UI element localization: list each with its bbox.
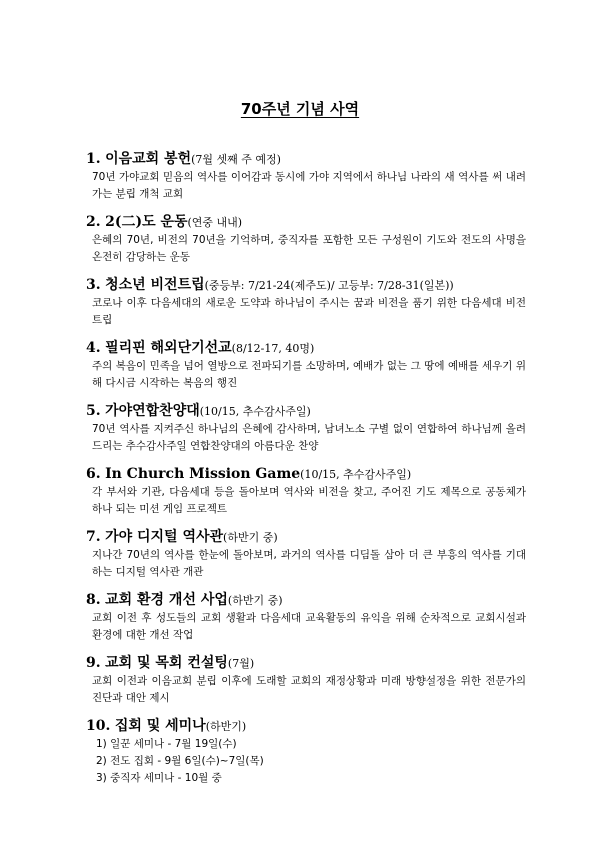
ministry-item: [86, 591, 526, 644]
item-description: 코로나 이후 다음세대의 새로운 도약과 하나님이 주시는 꿈과 비전을 품기 위한 다음세대 비전트립: [92, 297, 526, 326]
item-heading: 3. 청소년 비전트립(중등부: 7/21-24(제주도)/ 고등부: 7/28-31(일본)): [86, 277, 454, 293]
item-description: 은혜의 70년, 비전의 70년을 기억하며, 중직자를 포함한 모든 구성원이 기도와 전도의 사명을 온전히 감당하는 운동: [92, 234, 526, 263]
ministry-item: [86, 276, 526, 329]
item-description: 각 부서와 기관, 다음세대 등을 돌아보며 역사와 비전을 찾고, 주어진 기도 제목으로 공동체가 하나 되는 미션 게임 프로젝트: [92, 486, 526, 515]
event-schedule-list: [86, 736, 526, 787]
ministry-item: [86, 654, 526, 707]
ministry-item: [86, 402, 526, 455]
item-description: 교회 이전 후 성도들의 교회 생활과 다음세대 교육활동의 유익을 위해 순차적으로 교회시설과 환경에 대한 개선 작업: [92, 612, 526, 641]
item-description: 주의 복음이 민족을 넘어 열방으로 전파되기를 소망하며, 예배가 없는 그 땅에 예배를 세우기 위해 다시금 시작하는 복음의 행진: [92, 360, 526, 389]
item-heading: 9. 교회 및 목회 컨설팅(7월): [86, 655, 255, 671]
ministry-item: [86, 717, 526, 787]
ministry-item: [86, 150, 526, 203]
list-item: 1) 일꾼 세미나 - 7월 19일(수): [96, 738, 237, 750]
item-heading: 1. 이음교회 봉헌(7월 셋째 주 예정): [86, 151, 281, 167]
list-item: 3) 중직자 세미나 - 10월 중: [96, 772, 222, 784]
list-item: 2) 전도 집회 - 9월 6일(수)~7일(목): [96, 755, 264, 767]
item-heading: 6. In Church Mission Game(10/15, 추수감사주일): [86, 466, 412, 482]
ministry-item: [86, 465, 526, 518]
ministry-item: [86, 213, 526, 266]
item-description: 교회 이전과 이음교회 분립 이후에 도래할 교회의 재정상황과 미래 방향설정을 위한 전문가의 진단과 대안 제시: [92, 675, 526, 704]
item-description: 70년 가야교회 믿음의 역사를 이어감과 동시에 가야 지역에서 하나님 나라의 새 역사를 써 내려가는 분립 개척 교회: [92, 171, 526, 200]
item-heading: 7. 가야 디지털 역사관(하반기 중): [86, 529, 278, 545]
item-heading: 4. 필리핀 해외단기선교(8/12-17, 40명): [86, 340, 315, 356]
ministry-list: [86, 150, 526, 797]
item-description: 70년 역사를 지켜주신 하나님의 은혜에 감사하며, 남녀노소 구별 없이 연합하여 하나님께 올려드리는 추수감사주일 연합찬양대의 아름다운 찬양: [92, 423, 526, 452]
page-title: 70주년 기념 사역: [240, 100, 360, 118]
item-heading: 10. 집회 및 세미나(하반기): [86, 718, 247, 734]
ministry-item: [86, 339, 526, 392]
item-heading: 5. 가야연합찬양대(10/15, 추수감사주일): [86, 403, 311, 419]
ministry-item: [86, 528, 526, 581]
item-heading: 2. 2(二)도 운동(연중 내내): [86, 214, 243, 230]
item-heading: 8. 교회 환경 개선 사업(하반기 중): [86, 592, 283, 608]
item-description: 지나간 70년의 역사를 한눈에 돌아보며, 과거의 역사를 디딤돌 삼아 더 큰 부흥의 역사를 기대하는 디지털 역사관 개관: [92, 549, 526, 578]
